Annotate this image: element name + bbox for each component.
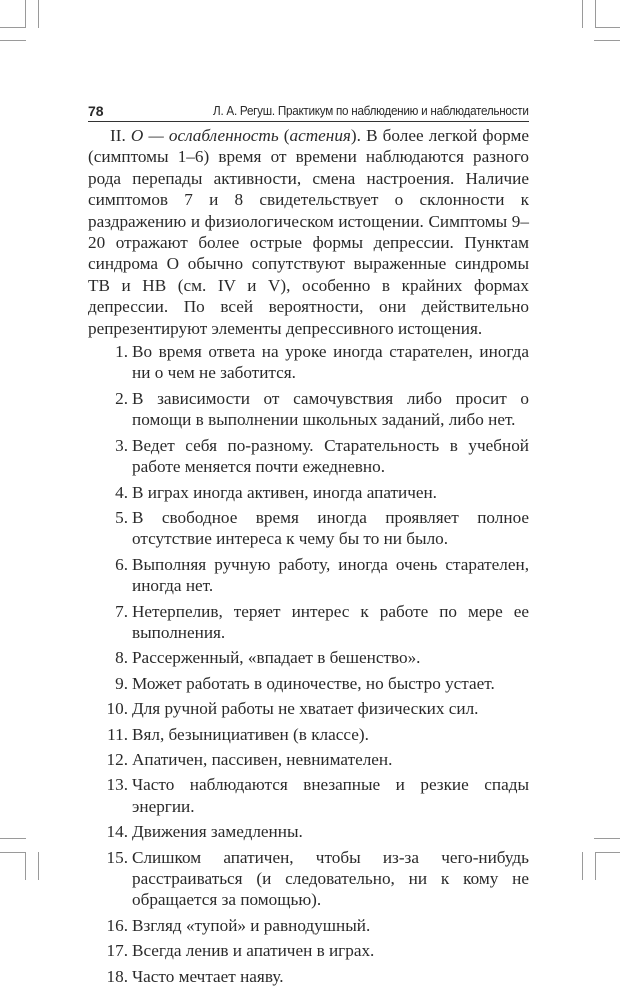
- item-text: Взгляд «тупой» и равнодушный.: [132, 915, 371, 935]
- list-item: [88, 847, 529, 911]
- crop-mark: [582, 0, 583, 28]
- item-number: 16.: [106, 915, 128, 935]
- item-text: Во время ответа на уроке иногда старателен, иногда ни о чем не заботится.: [132, 342, 529, 383]
- crop-mark: [594, 838, 620, 839]
- crop-mark: [595, 852, 620, 853]
- item-text: В играх иногда активен, иногда апатичен.: [132, 482, 437, 502]
- list-item: [88, 435, 529, 478]
- item-number: 9.: [115, 673, 128, 693]
- crop-mark: [594, 40, 620, 41]
- crop-mark: [25, 852, 26, 880]
- item-text: Вял, безынициативен (в классе).: [132, 724, 369, 744]
- list-item: [88, 341, 529, 384]
- item-number: 17.: [106, 941, 128, 961]
- item-text: В свободное время иногда проявляет полное отсутствие интереса к чему бы то ни было.: [132, 507, 529, 549]
- item-number: 15.: [106, 847, 128, 867]
- crop-mark: [595, 852, 596, 880]
- crop-mark: [25, 0, 26, 27]
- item-number: 2.: [115, 388, 128, 408]
- crop-mark: [595, 27, 620, 28]
- list-item: [88, 724, 529, 745]
- page-number: 78: [88, 103, 104, 119]
- list-item: [88, 940, 529, 961]
- item-text: Апатичен, пассивен, невнимателен.: [132, 749, 393, 769]
- list-item: [88, 749, 529, 770]
- item-number: 7.: [115, 601, 128, 621]
- item-number: 10.: [106, 699, 128, 719]
- crop-mark: [595, 0, 596, 27]
- running-title: Л. А. Регуш. Практикум по наблюдению и наблюдательности: [213, 103, 529, 118]
- item-text: Рассерженный, «впадает в бешенство».: [132, 648, 421, 668]
- item-number: 4.: [115, 482, 128, 502]
- item-text: Может работать в одиночестве, но быстро устает.: [132, 673, 495, 693]
- punct: (: [278, 126, 290, 145]
- list-item: [88, 966, 529, 987]
- section-number: II.: [110, 126, 131, 145]
- term: О — ослабленность: [130, 126, 279, 145]
- item-number: 3.: [115, 435, 128, 455]
- list-item: [88, 482, 529, 503]
- item-number: 5.: [115, 507, 128, 527]
- item-number: 12.: [106, 749, 128, 769]
- item-text: Всегда ленив и апатичен в играх.: [132, 941, 375, 961]
- list-item: [88, 698, 529, 719]
- item-text: Движения замедленны.: [132, 822, 303, 842]
- item-text: Часто мечтает наяву.: [132, 966, 284, 986]
- item-number: 6.: [115, 554, 128, 574]
- item-text: Часто наблюдаются внезапные и резкие спады энергии.: [132, 775, 529, 816]
- item-text: Слишком апатичен, чтобы из-за чего-нибудь расстраиваться (и следовательно, ни к кому не обращается за помощью).: [132, 847, 529, 910]
- item-number: 14.: [106, 822, 128, 842]
- list-item: [88, 821, 529, 842]
- item-number: 11.: [107, 724, 128, 744]
- item-text: Нетерпелив, теряет интерес к работе по мере ее выполнения.: [132, 601, 529, 642]
- intro-paragraph: [88, 125, 529, 339]
- crop-mark: [0, 852, 26, 853]
- list-item: [88, 554, 529, 597]
- item-text: В зависимости от самочувствия либо просит о помощи в выполнении школьных заданий, либо нет.: [132, 388, 529, 430]
- item-number: 18.: [106, 966, 128, 986]
- symptom-list: [88, 341, 529, 987]
- item-number: 8.: [115, 648, 128, 668]
- crop-mark: [38, 0, 39, 28]
- item-text: Для ручной работы не хватает физических сил.: [132, 699, 479, 719]
- crop-mark: [0, 838, 26, 839]
- list-item: [88, 673, 529, 694]
- page-body: [88, 125, 529, 991]
- item-number: 13.: [106, 775, 128, 795]
- crop-mark: [0, 27, 26, 28]
- item-text: Выполняя ручную работу, иногда очень старателен, иногда нет.: [132, 554, 529, 596]
- item-text: Ведет себя по-разному. Старательность в учебной работе меняется почти ежедневно.: [132, 435, 529, 477]
- crop-mark: [582, 852, 583, 880]
- term-synonym: астения: [289, 126, 351, 145]
- list-item: [88, 774, 529, 817]
- page-header: [88, 101, 529, 122]
- paragraph-text: ). В более легкой форме (симптомы 1–6) время от времени наблюдаются разного рода перепады активности, смена настроения. Наличие симптомов 7 и 8 свидетельствует о склонности к раздражению и физиологическом истощении. Симптомы 9–20 отражают более острые формы депрессии. Пунктам синдрома О обычно сопутствуют выраженные синдромы ТВ и НВ (см. IV и V), особенно в крайних формах депрессии. По всей вероятности, они действительно репрезентируют элементы депрессивного истощения.: [88, 126, 529, 338]
- list-item: [88, 915, 529, 936]
- list-item: [88, 507, 529, 550]
- list-item: [88, 388, 529, 431]
- item-number: 1.: [115, 342, 128, 362]
- list-item: [88, 647, 529, 668]
- list-item: [88, 601, 529, 644]
- crop-mark: [38, 852, 39, 880]
- crop-mark: [0, 40, 26, 41]
